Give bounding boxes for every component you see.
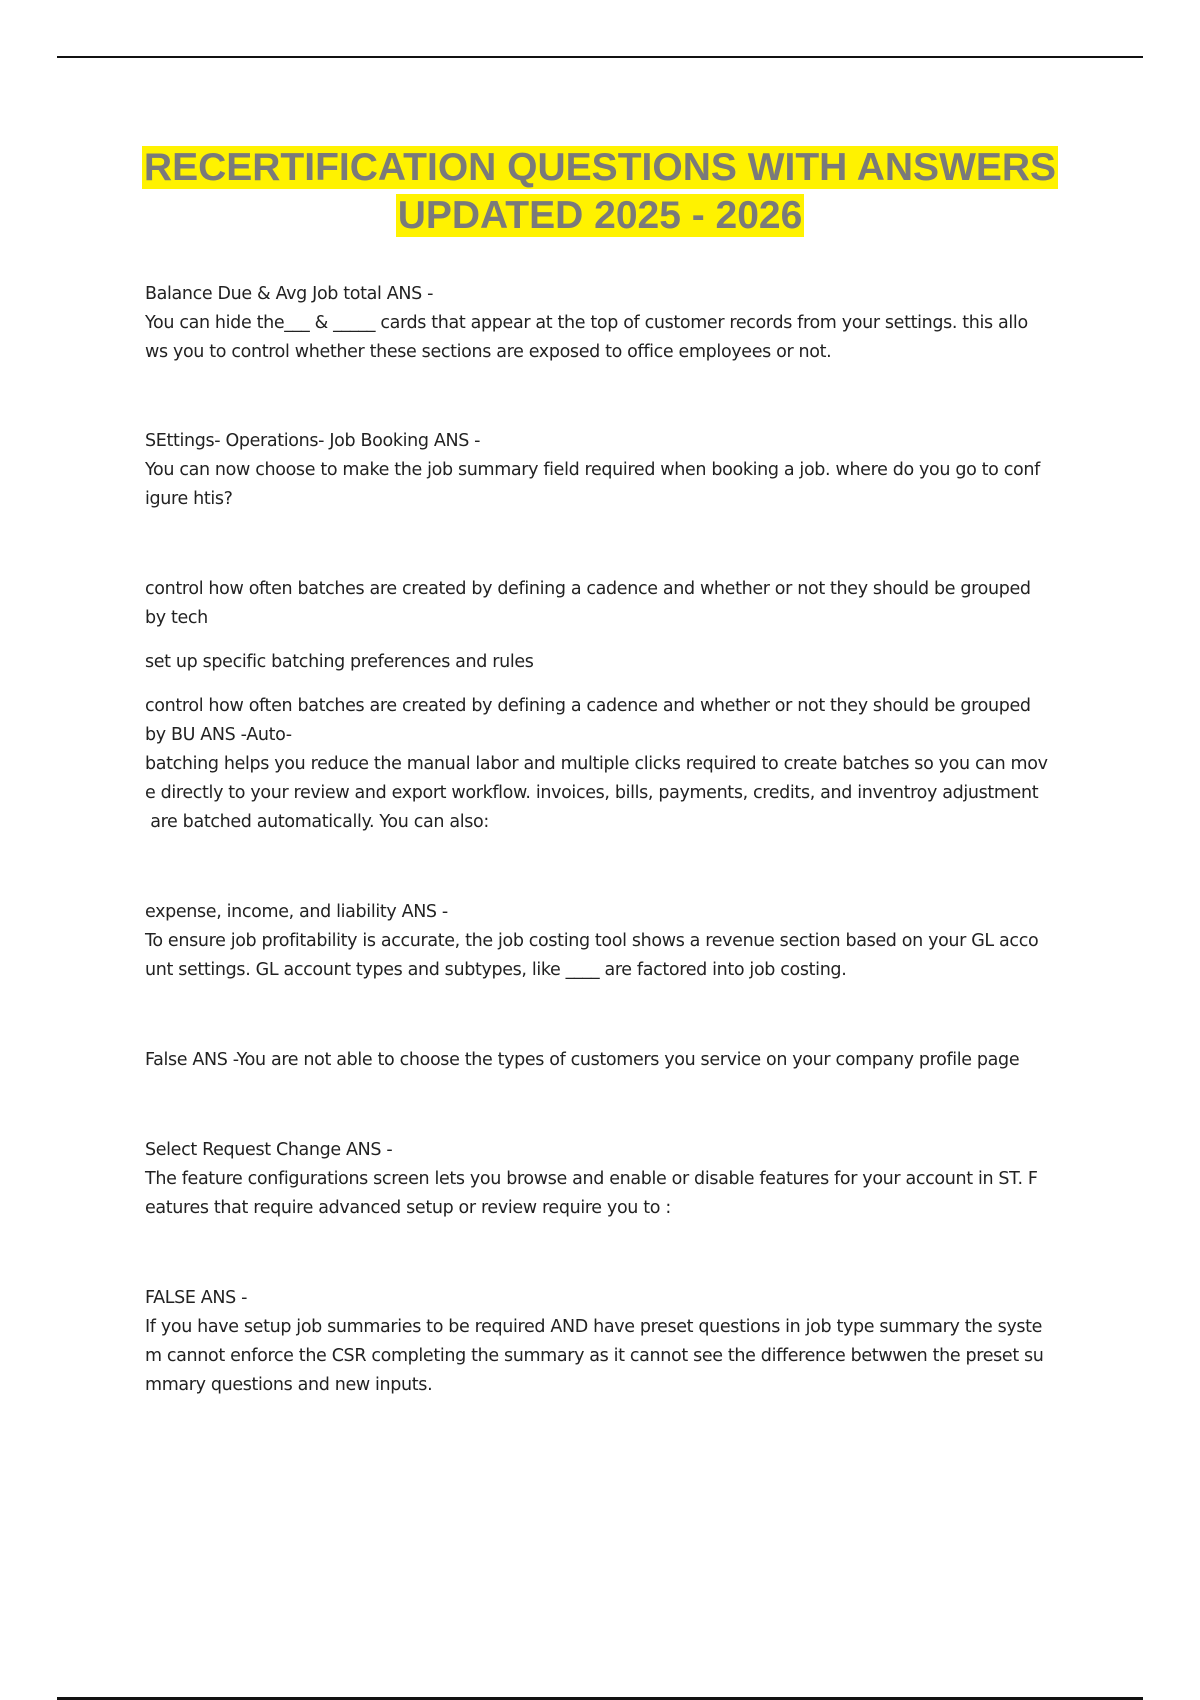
qa-entry-3: [145, 575, 1090, 837]
document-body: [145, 280, 1090, 1400]
question-line: ws you to control whether these sections are exposed to office employees or not.: [145, 342, 832, 362]
qa-entry-1: [145, 280, 1090, 367]
answer-text: control how often batches are created by defining a cadence and whether or not they should be grouped: [145, 579, 1031, 599]
question-line: To ensure job profitability is accurate, the job costing tool shows a revenue section based on your GL acco: [145, 931, 1039, 951]
title-line-1: RECERTIFICATION QUESTIONS WITH ANSWERS: [143, 146, 1057, 189]
answer-text: expense, income, and liability ANS -: [145, 902, 448, 922]
answer-text: Balance Due & Avg Job total ANS -: [145, 284, 434, 304]
answer-text: SEttings- Operations- Job Booking ANS -: [145, 431, 481, 451]
question-line: m cannot enforce the CSR completing the summary as it cannot see the difference betwwen the preset su: [145, 1346, 1044, 1366]
qa-entry-7: [145, 1284, 1090, 1400]
question-line: batching helps you reduce the manual labor and multiple clicks required to create batches so you can mov: [145, 754, 1048, 774]
question-line: You can hide the___ & _____ cards that appear at the top of customer records from your settings. this allo: [145, 313, 1028, 333]
answer-text: set up specific batching preferences and rules: [145, 652, 534, 672]
question-line: eatures that require advanced setup or review require you to :: [145, 1198, 671, 1218]
question-line: are batched automatically. You can also:: [145, 812, 489, 832]
qa-entry-6: [145, 1136, 1090, 1223]
answer-text: control how often batches are created by defining a cadence and whether or not they should be grouped: [145, 696, 1031, 716]
question-line: The feature configurations screen lets you browse and enable or disable features for your account in ST. F: [145, 1169, 1038, 1189]
question-line: If you have setup job summaries to be required AND have preset questions in job type summary the syste: [145, 1317, 1043, 1337]
question-line: igure htis?: [145, 489, 233, 509]
answer-text: Select Request Change ANS -: [145, 1140, 393, 1160]
answer-text: by tech: [145, 608, 208, 628]
qa-entry-4: [145, 898, 1090, 985]
qa-entry-5: [145, 1046, 1090, 1075]
answer-text: by BU ANS -Auto-: [145, 725, 292, 745]
document-title: [0, 144, 1200, 240]
question-line: mmary questions and new inputs.: [145, 1375, 433, 1395]
title-line-2: UPDATED 2025 - 2026: [397, 194, 803, 237]
top-rule: [57, 56, 1143, 58]
question-line: You can now choose to make the job summary field required when booking a job. where do you go to conf: [145, 460, 1040, 480]
question-line: e directly to your review and export workflow. invoices, bills, payments, credits, and inventroy adjustment: [145, 783, 1039, 803]
question-line: unt settings. GL account types and subtypes, like ____ are factored into job costing.: [145, 960, 847, 980]
qa-entry-2: [145, 427, 1090, 514]
answer-text: False ANS -You are not able to choose the types of customers you service on your company profile page: [145, 1050, 1020, 1070]
answer-text: FALSE ANS -: [145, 1288, 248, 1308]
